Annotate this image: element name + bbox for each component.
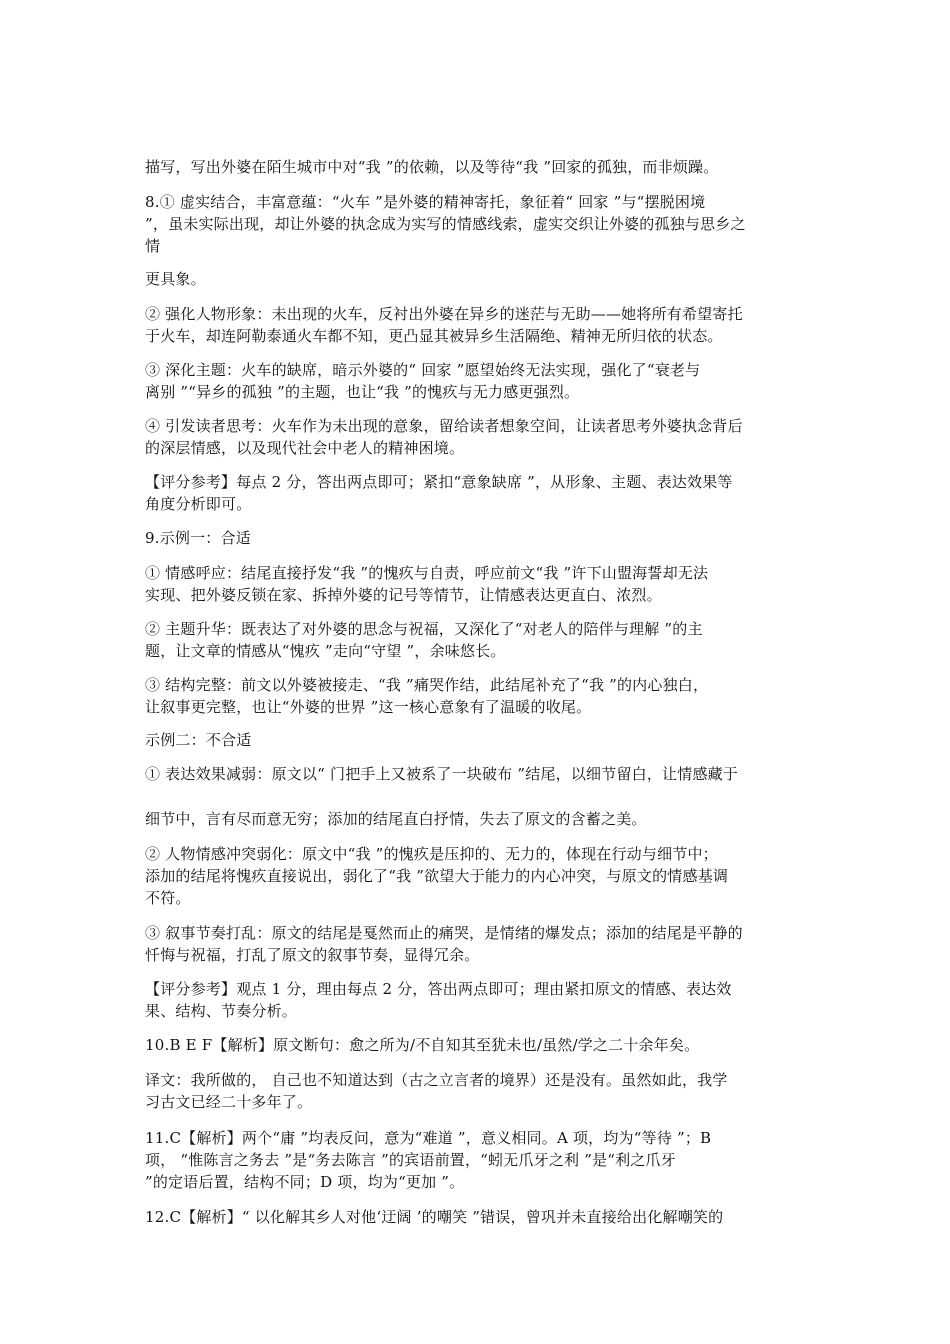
- text-line: 描写，写出外婆在陌生城市中对“我 ”的依赖，以及等待“我 ”回家的孤独，而非烦躁。: [145, 158, 719, 176]
- paragraph-answer-9-ex2-point-1: [145, 763, 817, 785]
- text-line: ”，虽未实际出现，却让外婆的执念成为实写的情感线索，虚实交织让外婆的孤独与思乡之: [145, 215, 746, 233]
- text-line: 9.示例一：合适: [145, 529, 251, 547]
- text-line: 12.C【解析】“ 以化解其乡人对他‘迂阔 ’的嘲笑 ”错误，曾巩并未直接给出化解嘲笑的: [145, 1208, 724, 1226]
- paragraph-answer-8-point-1: [145, 191, 817, 257]
- paragraph-answer-8-point-3: [145, 359, 817, 403]
- text-line: ③ 深化主题：火车的缺席，暗示外婆的“ 回家 ”愿望始终无法实现，强化了“衰老与: [145, 361, 701, 379]
- paragraph-answer-9-ex1-point-3: [145, 674, 817, 718]
- paragraph-answer-9-ex2-point-2: [145, 843, 817, 909]
- text-line: 细节中，言有尽而意无穷；添加的结尾直白抒情，失去了原文的含蓄之美。: [145, 810, 647, 828]
- text-line: 【评分参考】每点 2 分，答出两点即可；紧扣“意象缺席 ”，从形象、主题、表达效果等: [145, 473, 733, 491]
- text-line: 8.① 虚实结合，丰富意蕴：“火车 ”是外婆的精神寄托，象征着“ 回家 ”与“摆脱困境: [145, 193, 706, 211]
- text-line: ”的定语后置，结构不同；D 项，均为“更加 ”。: [145, 1173, 465, 1191]
- text-line: ① 情感呼应：结尾直接抒发“我 ”的愧疚与自责，呼应前文“我 ”许下山盟海誓却无法: [145, 564, 709, 582]
- paragraph-answer-8-point-4: [145, 415, 817, 459]
- paragraph-answer-8-point-2: [145, 303, 817, 347]
- answer-9-example-1-heading: [145, 527, 817, 549]
- text-line: 让叙事更完整，也让“外婆的世界 ”这一核心意象有了温暖的收尾。: [145, 698, 592, 716]
- text-line: 于火车，却连阿勒泰通火车都不知，更凸显其被异乡生活隔绝、精神无所归依的状态。: [145, 327, 723, 345]
- text-line: 题，让文章的情感从“愧疚 ”走向“守望 ”，余味悠长。: [145, 642, 506, 660]
- text-line: 添加的结尾将愧疚直接说出，弱化了“我 ”欲望大于能力的内心冲突，与原文的情感基调: [145, 867, 729, 885]
- scoring-reference-9: [145, 978, 817, 1022]
- text-line: ④ 引发读者思考：火车作为未出现的意象，留给读者想象空间，让读者思考外婆执念背后: [145, 417, 743, 435]
- text-line: 的深层情感，以及现代社会中老人的精神困境。: [145, 439, 465, 457]
- text-line: 习古文已经二十多年了。: [145, 1093, 313, 1111]
- text-line: 实现、把外婆反锁在家、拆掉外婆的记号等情节，让情感表达更直白、浓烈。: [145, 586, 662, 604]
- text-line: 角度分析即可。: [145, 495, 252, 513]
- paragraph-answer-9-ex1-point-1: [145, 562, 817, 606]
- text-line: 离别 ”“异乡的孤独 ”的主题，也让“我 ”的愧疚与无力感更强烈。: [145, 383, 580, 401]
- text-line: ② 主题升华：既表达了对外婆的思念与祝福，又深化了“对老人的陪伴与理解 ”的主: [145, 620, 703, 638]
- paragraph-1: [145, 156, 817, 178]
- answer-12: [145, 1206, 817, 1228]
- scoring-reference-8: [145, 471, 817, 515]
- answer-9-example-2-heading: [145, 729, 817, 751]
- text-line: 示例二：不合适: [145, 731, 252, 749]
- paragraph-answer-9-ex2-point-3: [145, 922, 817, 966]
- text-line: 译文：我所做的， 自己也不知道达到（古之立言者的境界）还是没有。虽然如此，我学: [145, 1071, 728, 1089]
- translation-10: [145, 1069, 817, 1113]
- text-line: 情: [145, 237, 161, 255]
- text-line: ③ 叙事节奏打乱：原文的结尾是戛然而止的痛哭，是情绪的爆发点；添加的结尾是平静的: [145, 924, 743, 942]
- text-line: ② 强化人物形象：未出现的火车，反衬出外婆在异乡的迷茫与无助——她将所有希望寄托: [145, 305, 743, 323]
- text-line: ② 人物情感冲突弱化：原文中“我 ”的愧疚是压抑的、无力的，体现在行动与细节中；: [145, 845, 718, 863]
- paragraph-3: [145, 268, 817, 290]
- text-line: 11.C【解析】两个“庸 ”均表反问，意为“难道 ”，意义相同。A 项，均为“等待 ”；B: [145, 1129, 712, 1147]
- paragraph-answer-9-ex1-point-2: [145, 618, 817, 662]
- answer-11: [145, 1127, 817, 1193]
- answer-10: [145, 1034, 817, 1056]
- text-line: ① 表达效果减弱：原文以“ 门把手上又被系了一块破布 ”结尾，以细节留白，让情感藏于: [145, 765, 739, 783]
- text-line: 忏悔与祝福，打乱了原文的叙事节奏，显得冗余。: [145, 946, 480, 964]
- paragraph-14: [145, 808, 817, 830]
- text-line: 【评分参考】观点 1 分，理由每点 2 分，答出两点即可；理由紧扣原文的情感、表达效: [145, 980, 732, 998]
- text-line: ③ 结构完整：前文以外婆被接走、“我 ”痛哭作结，此结尾补充了“我 ”的内心独白，: [145, 676, 709, 694]
- text-line: 不符。: [145, 889, 191, 907]
- text-line: 10.B E F【解析】原文断句：愈之所为/不自知其至犹未也/虽然/学之二十余年矣。: [145, 1036, 700, 1054]
- text-line: 更具象。: [145, 270, 206, 288]
- text-line: 果、结构、节奏分析。: [145, 1002, 298, 1020]
- text-line: 项， “惟陈言之务去 ”是“务去陈言 ”的宾语前置，“蚓无爪牙之利 ”是“利之爪牙: [145, 1151, 676, 1169]
